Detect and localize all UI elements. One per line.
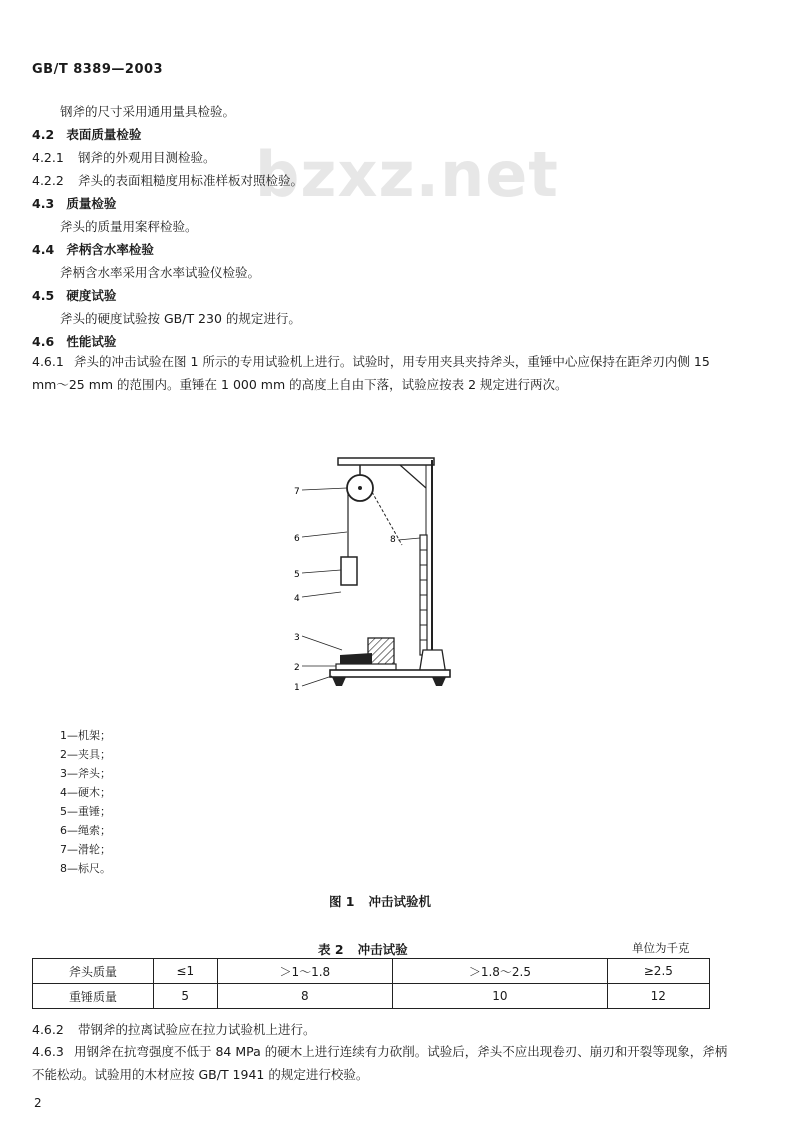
figure-legend-item: 7—滑轮； [60,843,111,856]
base-foot-right [432,677,446,686]
callout-label: 1 [294,683,300,693]
figure-legend-item: 1—机架； [60,729,111,742]
pulley-axle [358,486,362,490]
clause-text: 钢斧的外观用目测检验。 [77,150,216,165]
table-cell: 5 [154,984,218,1009]
frame-brace [400,465,426,488]
clamp [336,664,396,670]
row-header: 重锤质量 [33,984,154,1009]
text-line: 斧柄含水率采用含水率试验仪检验。 [60,265,261,280]
callout-label: 2 [294,663,300,673]
base-foot-left [332,677,346,686]
section-number: 4.2 [32,127,55,142]
clause-4-6-3 [32,1040,732,1086]
section-title: 硬度试验 [66,288,117,303]
table-name: 冲击试验 [357,942,408,957]
hammer-weight [341,557,357,585]
text-line: 斧头的质量用案秤检验。 [60,219,198,234]
table-cell: ＞1.8～2.5 [393,959,607,984]
impact-test-table [32,958,710,1009]
clause-text: 斧头的冲击试验在图 1 所示的专用试验机上进行。试验时，用专用夹具夹持斧头，重锤中心应保持在距斧刃内侧 15 mm～25 mm 的范围内。重锤在 1 000 mm 的高度上自由下落，试验应按表 2 规定进行两次。 [32,354,710,392]
section-heading-4-3 [32,194,116,212]
section-number: 4.6 [32,334,55,349]
section-heading-4-6 [32,332,116,350]
impact-test-machine-figure [280,450,470,695]
clause-number: 4.6.3 [32,1044,64,1059]
section-title: 表面质量检验 [66,127,142,142]
clause-4-6-1 [32,350,732,396]
axe-head [340,653,372,664]
table-row [33,984,710,1009]
section-title: 性能试验 [66,334,117,349]
clause-text: 斧头的表面粗糙度用标准样板对照检验。 [77,173,303,188]
table-row [33,959,710,984]
text-line: 斧头的硬度试验按 GB/T 230 的规定进行。 [60,311,301,326]
section-title: 斧柄含水率检验 [66,242,154,257]
page-number: 2 [34,1096,42,1110]
table-unit: 单位为千克 [632,941,690,955]
table-cell: ＞1～1.8 [217,959,393,984]
standard-code: GB/T 8389—2003 [32,62,164,77]
text-line: 钢斧的尺寸采用通用量具检验。 [60,104,236,119]
row-header: 斧头质量 [33,959,154,984]
machine-base [330,670,450,677]
callout-label: 8 [390,535,396,545]
figure-legend-item: 8—标尺。 [60,862,111,875]
section-heading-4-5 [32,286,116,304]
clause-text: 带钢斧的拉离试验应在拉力试验机上进行。 [77,1022,316,1037]
section-heading-4-2 [32,125,141,143]
section-number: 4.5 [32,288,55,303]
clause-4-2-1 [32,148,216,166]
figure-legend-item: 5—重锤； [60,805,111,818]
clause-text: 用钢斧在抗弯强度不低于 84 MPa 的硬木上进行连续有力砍削。试验后，斧头不应出现卷刃、崩刃和开裂等现象，斧柄不能松动。试验用的木材应按 GB/T 1941 的规定进行校验。 [32,1044,728,1082]
watermark: bzxz.net [255,138,559,211]
table-cell: 10 [393,984,607,1009]
table-title [318,940,408,958]
clause-4-6-2 [32,1020,316,1038]
figure-legend-item: 2—夹具； [60,748,111,761]
clause-4-2-2 [32,171,303,189]
figure-legend-item: 3—斧头； [60,767,111,780]
clause-number: 4.2.2 [32,173,64,188]
table-cell: ≥2.5 [607,959,709,984]
callout-label: 7 [294,487,300,497]
clause-number: 4.6.2 [32,1022,64,1037]
frame-top-beam [338,458,434,465]
clause-number: 4.6.1 [32,354,64,369]
figure-drawing [280,450,470,695]
clause-number: 4.2.1 [32,150,64,165]
table-cell: ≤1 [154,959,218,984]
rope-to-scale [372,492,402,545]
section-number: 4.3 [32,196,55,211]
figure-title: 冲击试验机 [368,894,432,909]
section-title: 质量检验 [66,196,117,211]
callout-label: 6 [294,534,300,544]
callout-label: 5 [294,570,300,580]
figure-number: 图 1 [328,894,355,909]
callout-label: 3 [294,633,300,643]
figure-legend-item: 4—硬木； [60,786,111,799]
figure-legend-item: 6—绳索； [60,824,111,837]
table-number: 表 2 [318,942,344,957]
figure-caption [0,892,760,910]
section-heading-4-4 [32,240,154,258]
table-cell: 12 [607,984,709,1009]
callout-label: 4 [294,594,300,604]
table-cell: 8 [217,984,393,1009]
section-number: 4.4 [32,242,55,257]
